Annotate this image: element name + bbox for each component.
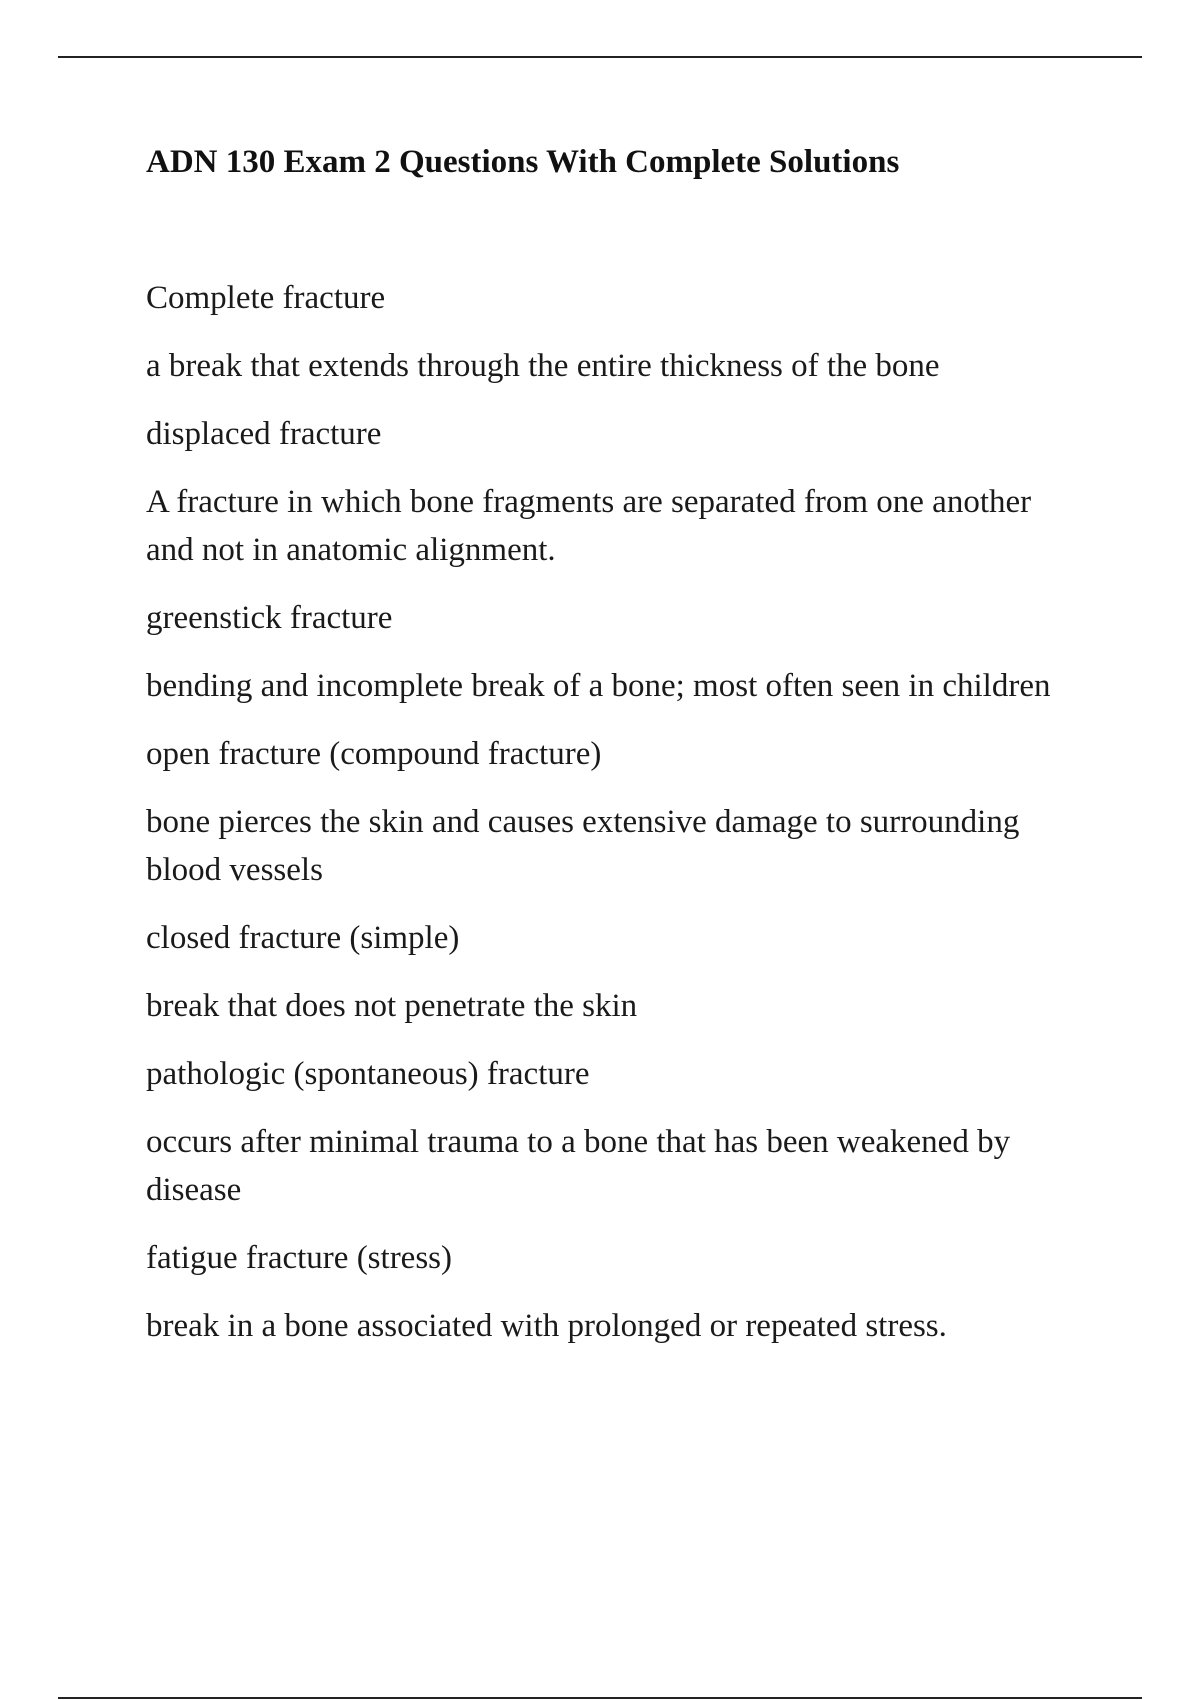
definition-fatigue-fracture: break in a bone associated with prolonged or repeated stress. <box>146 1308 947 1344</box>
definition-open-fracture: bone pierces the skin and causes extensive damage to surrounding blood vessels <box>146 804 1020 888</box>
definition-complete-fracture: a break that extends through the entire thickness of the bone <box>146 348 940 384</box>
qa-list <box>146 274 1066 1350</box>
document-title: ADN 130 Exam 2 Questions With Complete Solutions <box>146 144 900 180</box>
top-rule <box>58 56 1142 58</box>
term-displaced-fracture: displaced fracture <box>146 416 382 452</box>
definition-displaced-fracture: A fracture in which bone fragments are separated from one another and not in anatomic alignment. <box>146 484 1032 568</box>
document-body <box>146 140 1066 1370</box>
definition-greenstick-fracture: bending and incomplete break of a bone; most often seen in children <box>146 668 1051 704</box>
definition-pathologic-fracture: occurs after minimal trauma to a bone that has been weakened by disease <box>146 1124 1011 1208</box>
term-pathologic-fracture: pathologic (spontaneous) fracture <box>146 1056 590 1092</box>
term-fatigue-fracture: fatigue fracture (stress) <box>146 1240 453 1276</box>
term-closed-fracture: closed fracture (simple) <box>146 920 460 956</box>
term-complete-fracture: Complete fracture <box>146 280 386 316</box>
definition-closed-fracture: break that does not penetrate the skin <box>146 988 638 1024</box>
term-greenstick-fracture: greenstick fracture <box>146 600 393 636</box>
bottom-rule <box>58 1697 1142 1699</box>
term-open-fracture: open fracture (compound fracture) <box>146 736 602 772</box>
